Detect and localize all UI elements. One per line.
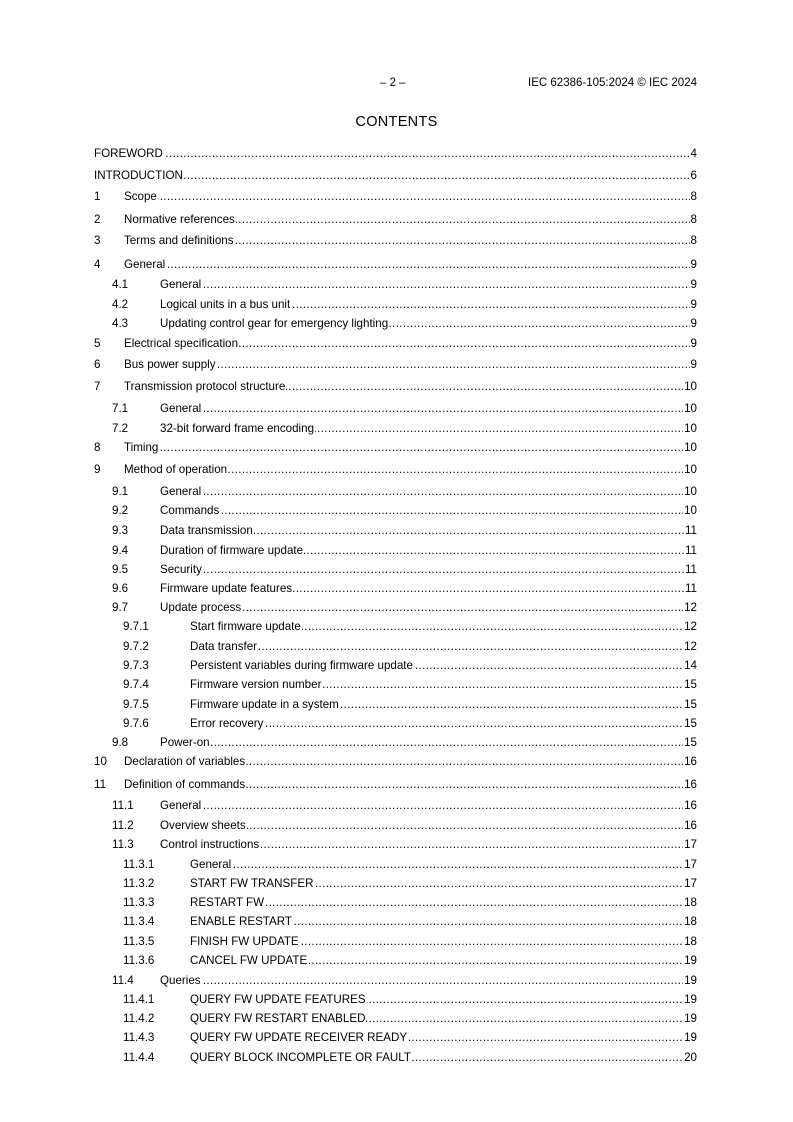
toc-entry[interactable] <box>123 639 697 655</box>
toc-entry-title: Firmware update features <box>160 582 293 595</box>
toc-entry[interactable] <box>94 754 697 770</box>
toc-entry-title: Queries <box>160 974 201 987</box>
toc-entry-page: 18 <box>684 896 697 909</box>
toc-entry-number: 9.7.4 <box>123 678 149 691</box>
toc-entry-page: 15 <box>684 678 697 691</box>
toc-entry-title: CANCEL FW UPDATE <box>190 954 308 967</box>
toc-entry-title: Terms and definitions <box>124 234 234 247</box>
toc-entry-page: 9 <box>690 278 697 291</box>
toc-entry-title: General <box>190 858 232 871</box>
toc-entry-title: Power-on <box>160 736 210 749</box>
dot-leader <box>94 146 697 162</box>
toc-entry-title: Definition of commands <box>124 778 246 791</box>
toc-entry[interactable] <box>94 233 697 249</box>
toc-entry-number: 6 <box>94 358 101 371</box>
toc-entry-number: 11.4 <box>112 974 134 987</box>
toc-entry[interactable] <box>123 953 697 969</box>
toc-entry-page: 16 <box>684 778 697 791</box>
toc-entry[interactable] <box>94 462 697 478</box>
toc-entry-page: 10 <box>684 402 697 415</box>
toc-entry-page: 11 <box>684 524 697 537</box>
toc-entry[interactable] <box>112 401 697 417</box>
toc-entry-title: Duration of firmware update <box>160 544 304 557</box>
dot-leader <box>160 562 697 578</box>
toc-entry-title: Persistent variables during firmware update <box>190 659 413 672</box>
toc-entry-number: 11.2 <box>112 819 134 832</box>
toc-entry-page: 16 <box>684 819 697 832</box>
toc-entry-number: 9.4 <box>112 544 129 557</box>
toc-entry-number: 11.3.6 <box>123 954 155 967</box>
toc-entry-number: 9.7.1 <box>123 620 149 633</box>
toc-entry-number: 8 <box>94 441 101 454</box>
toc-entry-title: Scope <box>124 190 157 203</box>
toc-entry[interactable] <box>112 581 697 597</box>
toc-entry-number: 4.2 <box>112 298 129 311</box>
toc-entry[interactable] <box>123 857 697 873</box>
toc-entry[interactable] <box>123 619 697 635</box>
toc-entry-page: 8 <box>690 213 697 226</box>
toc-entry-page: 9 <box>690 298 697 311</box>
page-number: – 2 – <box>380 77 406 89</box>
toc-entry-title: 32-bit forward frame encoding <box>160 422 315 435</box>
toc-entry[interactable] <box>112 503 697 519</box>
toc-entry[interactable] <box>123 876 697 892</box>
toc-entry-number: 9 <box>94 463 101 476</box>
toc-entry-title: Updating control gear for emergency lighting <box>160 317 389 330</box>
toc-entry-title: Timing <box>124 441 159 454</box>
toc-entry-number: 4.3 <box>112 317 129 330</box>
toc-entry-number: 11 <box>94 778 107 791</box>
toc-entry-page: 12 <box>684 620 697 633</box>
toc-entry[interactable] <box>94 146 697 162</box>
toc-entry-page: 17 <box>684 838 697 851</box>
toc-entry-title: Electrical specification <box>124 337 239 350</box>
toc-entry[interactable] <box>94 189 697 205</box>
toc-entry-page: 11 <box>684 563 697 576</box>
toc-entry-title: RESTART FW <box>190 896 265 909</box>
toc-entry-number: 11.3.4 <box>123 915 155 928</box>
toc-entry-page: 18 <box>684 935 697 948</box>
toc-entry-page: 9 <box>690 317 697 330</box>
toc-entry[interactable] <box>112 484 697 500</box>
toc-entry-number: 9.1 <box>112 485 129 498</box>
toc-entry-number: 11.3.3 <box>123 896 155 909</box>
dot-leader <box>160 484 697 500</box>
dot-leader <box>190 895 697 911</box>
toc-entry-title: Declaration of variables <box>124 755 246 768</box>
dot-leader <box>124 189 697 205</box>
toc-entry-page: 19 <box>684 993 697 1006</box>
dot-leader <box>190 857 697 873</box>
toc-entry-page: 18 <box>684 915 697 928</box>
toc-entry[interactable] <box>123 992 697 1008</box>
toc-entry[interactable] <box>123 914 697 930</box>
toc-entry-title: Firmware version number <box>190 678 322 691</box>
toc-entry-title: Commands <box>160 504 220 517</box>
toc-entry-page: 4 <box>690 147 697 160</box>
toc-entry-title: ENABLE RESTART <box>190 915 293 928</box>
dot-leader <box>124 440 697 456</box>
document-reference: IEC 62386-105:2024 © IEC 2024 <box>528 77 697 89</box>
toc-entry-page: 10 <box>684 380 697 393</box>
toc-entry-title: FINISH FW UPDATE <box>190 935 299 948</box>
dot-leader <box>160 401 697 417</box>
toc-entry[interactable] <box>94 357 697 373</box>
toc-entry-page: 12 <box>684 601 697 614</box>
toc-entry[interactable] <box>112 543 697 559</box>
toc-entry-title: Firmware update in a system <box>190 698 339 711</box>
toc-entry[interactable] <box>123 716 697 732</box>
toc-entry-title: Logical units in a bus unit <box>160 298 291 311</box>
dot-leader <box>124 257 697 273</box>
toc-entry[interactable] <box>123 697 697 713</box>
dot-leader <box>160 735 697 751</box>
toc-entry-number: 10 <box>94 755 107 768</box>
toc-entry[interactable] <box>112 523 697 539</box>
toc-entry[interactable] <box>123 1030 697 1046</box>
toc-entry-number: 11.3.5 <box>123 935 155 948</box>
toc-entry-number: 9.7.6 <box>123 717 149 730</box>
toc-entry-title: Bus power supply <box>124 358 216 371</box>
toc-entry-number: 9.3 <box>112 524 129 537</box>
toc-entry[interactable] <box>112 735 697 751</box>
dot-leader <box>160 503 697 519</box>
toc-entry-number: 9.2 <box>112 504 129 517</box>
toc-entry-title: QUERY BLOCK INCOMPLETE OR FAULT <box>190 1051 411 1064</box>
toc-entry[interactable] <box>112 421 697 437</box>
toc-entry-page: 19 <box>684 974 697 987</box>
toc-entry[interactable] <box>123 1050 697 1066</box>
toc-entry-title: General <box>160 402 202 415</box>
toc-entry-page: 11 <box>684 544 697 557</box>
toc-entry[interactable] <box>112 973 697 989</box>
toc-entry-title: Error recovery <box>190 717 264 730</box>
toc-entry-page: 11 <box>684 582 697 595</box>
toc-entry-page: 12 <box>684 640 697 653</box>
toc-entry-title: Start firmware update <box>190 620 301 633</box>
toc-entry-page: 6 <box>690 169 697 182</box>
toc-entry-page: 19 <box>684 1012 697 1025</box>
toc-entry-number: 11.4.3 <box>123 1031 155 1044</box>
toc-entry[interactable] <box>94 336 697 352</box>
toc-entry-page: 19 <box>684 1031 697 1044</box>
toc-entry-page: 9 <box>690 337 697 350</box>
toc-entry-number: 9.7.5 <box>123 698 149 711</box>
toc-entry-number: 9.6 <box>112 582 129 595</box>
toc-entry[interactable] <box>112 562 697 578</box>
toc-entry-page: 15 <box>684 717 697 730</box>
toc-entry-page: 17 <box>684 877 697 890</box>
toc-entry[interactable] <box>112 297 697 313</box>
dot-leader <box>94 168 697 184</box>
toc-entry-title: Transmission protocol structure <box>124 380 286 393</box>
toc-entry-page: 16 <box>684 755 697 768</box>
toc-entry-title: Normative references <box>124 213 235 226</box>
toc-entry-page: 10 <box>684 504 697 517</box>
toc-entry[interactable] <box>94 168 697 184</box>
dot-leader <box>190 639 697 655</box>
dot-leader <box>160 277 697 293</box>
toc-entry-page: 15 <box>684 698 697 711</box>
toc-entry-number: 7.1 <box>112 402 129 415</box>
toc-entry-page: 20 <box>684 1051 697 1064</box>
toc-entry-number: 9.8 <box>112 736 129 749</box>
toc-entry-page: 10 <box>684 441 697 454</box>
toc-entry-number: 9.7 <box>112 601 129 614</box>
toc-entry-number: 9.5 <box>112 563 129 576</box>
toc-entry[interactable] <box>112 798 697 814</box>
toc-entry[interactable] <box>123 895 697 911</box>
toc-entry-title: General <box>160 485 202 498</box>
dot-leader <box>190 716 697 732</box>
toc-entry-title: FOREWORD <box>94 147 163 160</box>
toc-entry[interactable] <box>94 212 697 228</box>
toc-entry[interactable] <box>123 677 697 693</box>
toc-entry[interactable] <box>112 277 697 293</box>
toc-entry-number: 11.4.4 <box>123 1051 155 1064</box>
toc-entry[interactable] <box>94 257 697 273</box>
toc-entry-page: 15 <box>684 736 697 749</box>
toc-entry-number: 4 <box>94 258 101 271</box>
toc-entry[interactable] <box>123 934 697 950</box>
toc-entry-title: Data transfer <box>190 640 258 653</box>
toc-entry-title: START FW TRANSFER <box>190 877 314 890</box>
toc-entry[interactable] <box>94 777 697 793</box>
toc-entry[interactable] <box>94 379 697 395</box>
toc-entry[interactable] <box>123 658 697 674</box>
dot-leader <box>160 973 697 989</box>
toc-entry-title: Method of operation <box>124 463 228 476</box>
toc-entry-number: 11.3.1 <box>123 858 155 871</box>
toc-entry-page: 19 <box>684 954 697 967</box>
page-title: CONTENTS <box>355 114 438 130</box>
toc-entry-page: 17 <box>684 858 697 871</box>
toc-entry-title: General <box>160 799 202 812</box>
toc-entry-number: 11.4.1 <box>123 993 155 1006</box>
toc-entry-title: QUERY FW UPDATE FEATURES <box>190 993 366 1006</box>
toc-entry-number: 5 <box>94 337 101 350</box>
toc-entry-number: 9.7.2 <box>123 640 149 653</box>
toc-entry-page: 10 <box>684 485 697 498</box>
toc-entry-page: 14 <box>684 659 697 672</box>
toc-entry[interactable] <box>112 818 697 834</box>
toc-entry[interactable] <box>123 1011 697 1027</box>
toc-entry-number: 11.3 <box>112 838 134 851</box>
toc-entry-page: 8 <box>690 234 697 247</box>
toc-entry-page: 16 <box>684 799 697 812</box>
toc-entry-page: 8 <box>690 190 697 203</box>
toc-entry-number: 11.1 <box>112 799 134 812</box>
toc-entry[interactable] <box>94 440 697 456</box>
toc-entry-title: General <box>160 278 202 291</box>
toc-entry-title: Data transmission <box>160 524 253 537</box>
toc-entry-number: 2 <box>94 213 101 226</box>
toc-entry[interactable] <box>112 600 697 616</box>
toc-entry-title: QUERY FW UPDATE RECEIVER READY <box>190 1031 408 1044</box>
toc-entry-title: General <box>124 258 166 271</box>
toc-entry-number: 7 <box>94 380 101 393</box>
toc-entry-title: QUERY FW RESTART ENABLED <box>190 1012 366 1025</box>
toc-entry-number: 4.1 <box>112 278 129 291</box>
toc-entry-page: 9 <box>690 258 697 271</box>
toc-entry-title: Overview sheets <box>160 819 246 832</box>
toc-entry-number: 3 <box>94 234 101 247</box>
toc-entry-title: Security <box>160 563 202 576</box>
toc-entry-number: 7.2 <box>112 422 129 435</box>
toc-entry-number: 9.7.3 <box>123 659 149 672</box>
toc-entry[interactable] <box>112 837 697 853</box>
toc-entry-page: 10 <box>684 463 697 476</box>
toc-entry-number: 11.4.2 <box>123 1012 155 1025</box>
toc-entry-title: Update process <box>160 601 242 614</box>
dot-leader <box>160 798 697 814</box>
toc-entry-number: 1 <box>94 190 101 203</box>
toc-entry-title: INTRODUCTION <box>94 169 183 182</box>
toc-entry-number: 11.3.2 <box>123 877 155 890</box>
toc-entry-title: Control instructions <box>160 838 260 851</box>
toc-entry-page: 9 <box>690 358 697 371</box>
toc-entry[interactable] <box>112 316 697 332</box>
toc-entry-page: 10 <box>684 422 697 435</box>
